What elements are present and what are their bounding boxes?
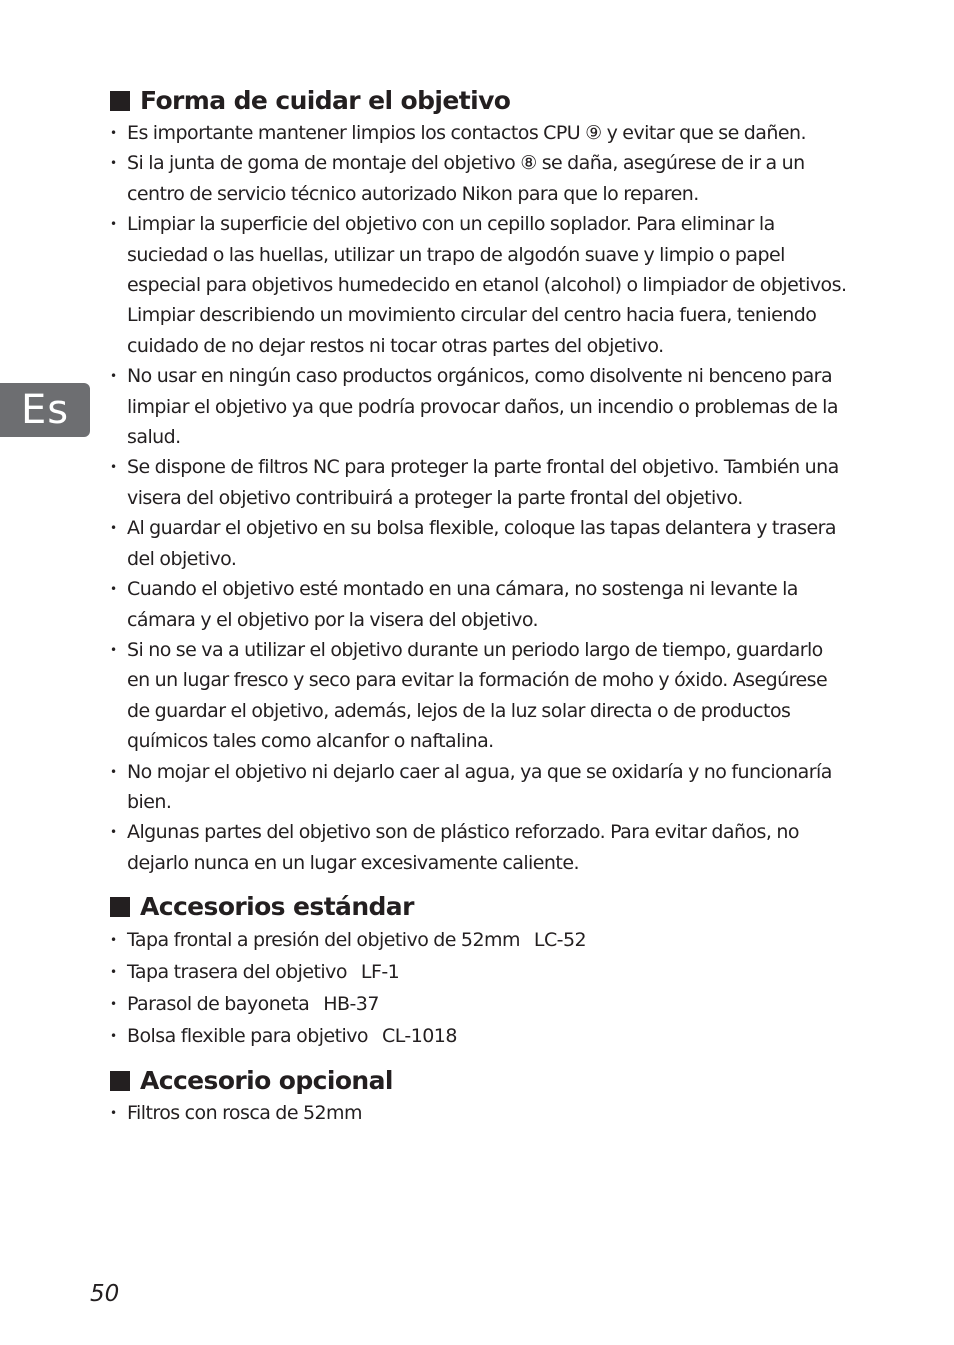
- list-item: • Es importante mantener limpios los contactos CPU ⑨ y evitar que se dañen.: [110, 118, 850, 148]
- accessory-name: Parasol de bayoneta: [127, 993, 310, 1016]
- standard-accessories-heading: [110, 890, 850, 924]
- optional-accessory-heading-text: Accesorio opcional: [140, 1066, 393, 1096]
- care-list: [110, 118, 850, 878]
- optional-accessory-list: [110, 1098, 850, 1128]
- optional-accessory-section: [110, 1064, 850, 1128]
- list-item: • Se dispone de filtros NC para proteger la parte frontal del objetivo. También una visera del objetivo contribuirá a proteger la parte frontal del objetivo.: [110, 452, 850, 513]
- accessory-code: HB-37: [323, 993, 379, 1016]
- list-item: • No usar en ningún caso productos orgánicos, como disolvente ni benceno para limpiar el objetivo ya que podría provocar daños, un incendio o problemas de la salud.: [110, 361, 850, 452]
- list-item: • Limpiar la superficie del objetivo con un cepillo soplador. Para eliminar la suciedad o las huellas, utilizar un trapo de algodón suave y limpio o papel especial para objetivos humedecido en etanol (alcohol) o limpiador de objetivos. Limpiar describiendo un movimiento circular del centro hacia fuera, teniendo cuidado de no dejar restos ni tocar otras partes del objetivo.: [110, 209, 850, 361]
- list-item: • No mojar el objetivo ni dejarlo caer al agua, ya que se oxidaría y no funcionaría bien.: [110, 757, 850, 818]
- care-heading-text: Forma de cuidar el objetivo: [140, 86, 511, 115]
- square-bullet-icon: [110, 91, 130, 111]
- list-item: • Si la junta de goma de montaje del objetivo ⑧ se daña, asegúrese de ir a un centro de servicio técnico autorizado Nikon para que lo reparen.: [110, 148, 850, 209]
- accessory-name: Tapa trasera del objetivo: [127, 961, 347, 984]
- care-section: [110, 84, 850, 878]
- standard-accessories-list: [110, 924, 850, 1052]
- language-tab: [0, 383, 90, 437]
- list-item: • Cuando el objetivo esté montado en una cámara, no sostenga ni levante la cámara y el objetivo por la visera del objetivo.: [110, 574, 850, 635]
- accessory-name: Tapa frontal a presión del objetivo de 52mm: [127, 929, 520, 952]
- standard-accessories-section: [110, 890, 850, 1052]
- page-content: [110, 84, 850, 1129]
- list-item: • Algunas partes del objetivo son de plástico reforzado. Para evitar daños, no dejarlo nunca en un lugar excesivamente caliente.: [110, 817, 850, 878]
- standard-accessories-heading-text: Accesorios estándar: [140, 892, 414, 922]
- language-tab-label: Es: [20, 387, 70, 433]
- accessory-code: LC-52: [533, 929, 587, 952]
- list-item: [110, 988, 850, 1020]
- optional-accessory-heading: [110, 1064, 850, 1098]
- list-item: [110, 1020, 850, 1052]
- accessory-code: LF-1: [360, 961, 400, 984]
- square-bullet-icon: [110, 1071, 130, 1091]
- list-item: [110, 924, 850, 956]
- accessory-name: Bolsa flexible para objetivo: [127, 1025, 368, 1048]
- square-bullet-icon: [110, 897, 130, 917]
- list-item: • Si no se va a utilizar el objetivo durante un periodo largo de tiempo, guardarlo en un lugar fresco y seco para evitar la formación de moho y óxido. Asegúrese de guardar el objetivo, además, lejos de la luz solar directa o de productos químicos tales como alcanfor o naftalina.: [110, 635, 850, 757]
- list-item: [110, 956, 850, 988]
- accessory-code: CL-1018: [381, 1025, 457, 1048]
- list-item: • Filtros con rosca de 52mm: [110, 1098, 850, 1128]
- care-heading: [110, 84, 850, 118]
- list-item: • Al guardar el objetivo en su bolsa flexible, coloque las tapas delantera y trasera del objetivo.: [110, 513, 850, 574]
- page-number: 50: [90, 1281, 120, 1307]
